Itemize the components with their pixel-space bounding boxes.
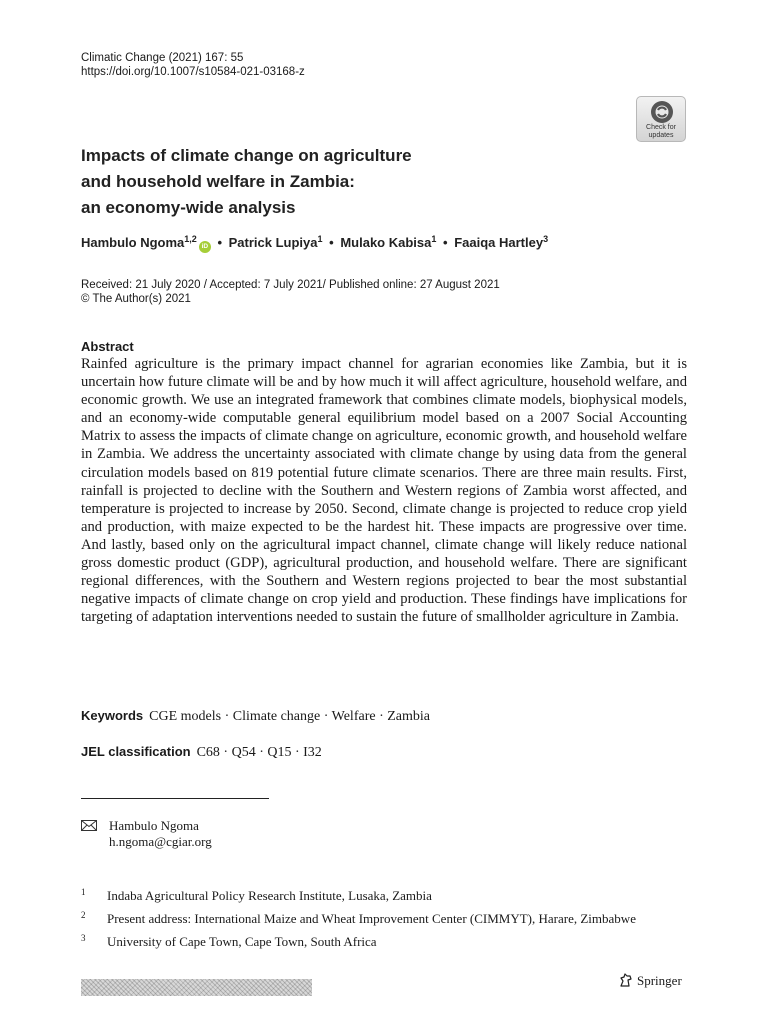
title-line-1: Impacts of climate change on agriculture (81, 146, 412, 165)
author-separator: • (329, 235, 334, 250)
jel-value: C68 · Q54 · Q15 · I32 (196, 745, 322, 760)
doi-link[interactable]: https://doi.org/10.1007/s10584-021-03168-z (81, 66, 305, 78)
corresponding-author (81, 818, 212, 850)
author-name[interactable]: Hambulo Ngoma (81, 235, 185, 250)
affiliation-item (81, 887, 432, 904)
paper-title (81, 143, 412, 221)
author-name[interactable]: Faaiqa Hartley (454, 235, 544, 250)
springer-horse-icon (618, 972, 634, 988)
corresponding-name: Hambulo Ngoma (109, 818, 199, 833)
affiliation-text: Present address: International Maize and Wheat Improvement Center (CIMMYT), Harare, Zimbabwe (107, 911, 636, 926)
abstract-text: Rainfed agriculture is the primary impact channel for agrarian economies like Zambia, but it is uncertain how future climate will be and by how much it will affect agriculture, household welfare, and economic growth. We use an integrated framework that combines climate models, biophysical models, and an economy-wide computable general equilibrium model based on a 2007 Social Accounting Matrix to assess the impacts of climate change on agriculture, economic growth, and household welfare in Zambia. We address the uncertainty associated with climate change by using data from the general circulation models based on 819 potential future climate scenarios. There are three main results. First, rainfall is projected to decline with the Southern and Western regions of Zambia worst affected, and temperature is projected to increase by 2050. Second, climate change is projected to reduce crop yield and production, with maize expected to be the hardest hit. These impacts are progressive over time. And lastly, based only on the agricultural impact channel, climate change will likely reduce national gross domestic product (GDP), agricultural production, and household welfare. There are significant regional differences, with the Southern and Western regions projected to bear the most substantial negative impacts of climate change on crop yield and production. These findings have implications for targeting of adaptation interventions needed to sustain the future of smallholder agriculture in Zambia. (81, 356, 687, 626)
check-updates-line1: Check for (646, 124, 676, 131)
footer-pattern-bar (81, 979, 312, 996)
journal-header (81, 51, 305, 79)
publisher-name: Springer (637, 973, 682, 988)
author-separator: • (443, 235, 448, 250)
title-line-2: and household welfare in Zambia: (81, 172, 355, 191)
orcid-icon[interactable]: iD (199, 241, 211, 253)
jel-label: JEL classification (81, 744, 191, 759)
journal-citation: Climatic Change (2021) 167: 55 (81, 52, 244, 64)
affiliation-number: 2 (81, 910, 86, 920)
jel-row (81, 744, 322, 761)
keywords-row (81, 708, 430, 725)
keywords-value: CGE models · Climate change · Welfare · Zambia (149, 709, 430, 724)
copyright-line: © The Author(s) 2021 (81, 293, 191, 305)
publisher-logo (618, 972, 682, 989)
author-name[interactable]: Patrick Lupiya (228, 235, 318, 250)
date-history: Received: 21 July 2020 / Accepted: 7 July 2021/ Published online: 27 August 2021 (81, 279, 500, 291)
author-separator: • (217, 235, 222, 250)
publication-history (81, 278, 500, 306)
affiliation-text: University of Cape Town, Cape Town, South Africa (107, 934, 377, 949)
footnote-divider (81, 798, 269, 799)
author-affil-marker: 1 (431, 234, 437, 244)
affiliation-text: Indaba Agricultural Policy Research Institute, Lusaka, Zambia (107, 888, 432, 903)
check-for-updates-button[interactable] (636, 96, 686, 142)
check-updates-icon (650, 100, 674, 124)
affiliation-item (81, 910, 636, 927)
affiliation-item (81, 933, 377, 950)
corresponding-email[interactable]: h.ngoma@cgiar.org (109, 834, 212, 849)
author-name[interactable]: Mulako Kabisa (340, 235, 432, 250)
author-affil-marker: 3 (543, 234, 549, 244)
author-affil-marker: 1,2 (184, 234, 197, 244)
affiliation-number: 1 (81, 887, 86, 897)
abstract-heading: Abstract (81, 339, 134, 354)
title-line-3: an economy-wide analysis (81, 198, 296, 217)
author-affil-marker: 1 (317, 234, 323, 244)
check-updates-line2: updates (648, 131, 674, 139)
affiliation-number: 3 (81, 933, 86, 943)
keywords-label: Keywords (81, 708, 144, 723)
author-list (81, 234, 548, 253)
envelope-icon (81, 820, 97, 831)
check-updates-label (637, 124, 685, 139)
